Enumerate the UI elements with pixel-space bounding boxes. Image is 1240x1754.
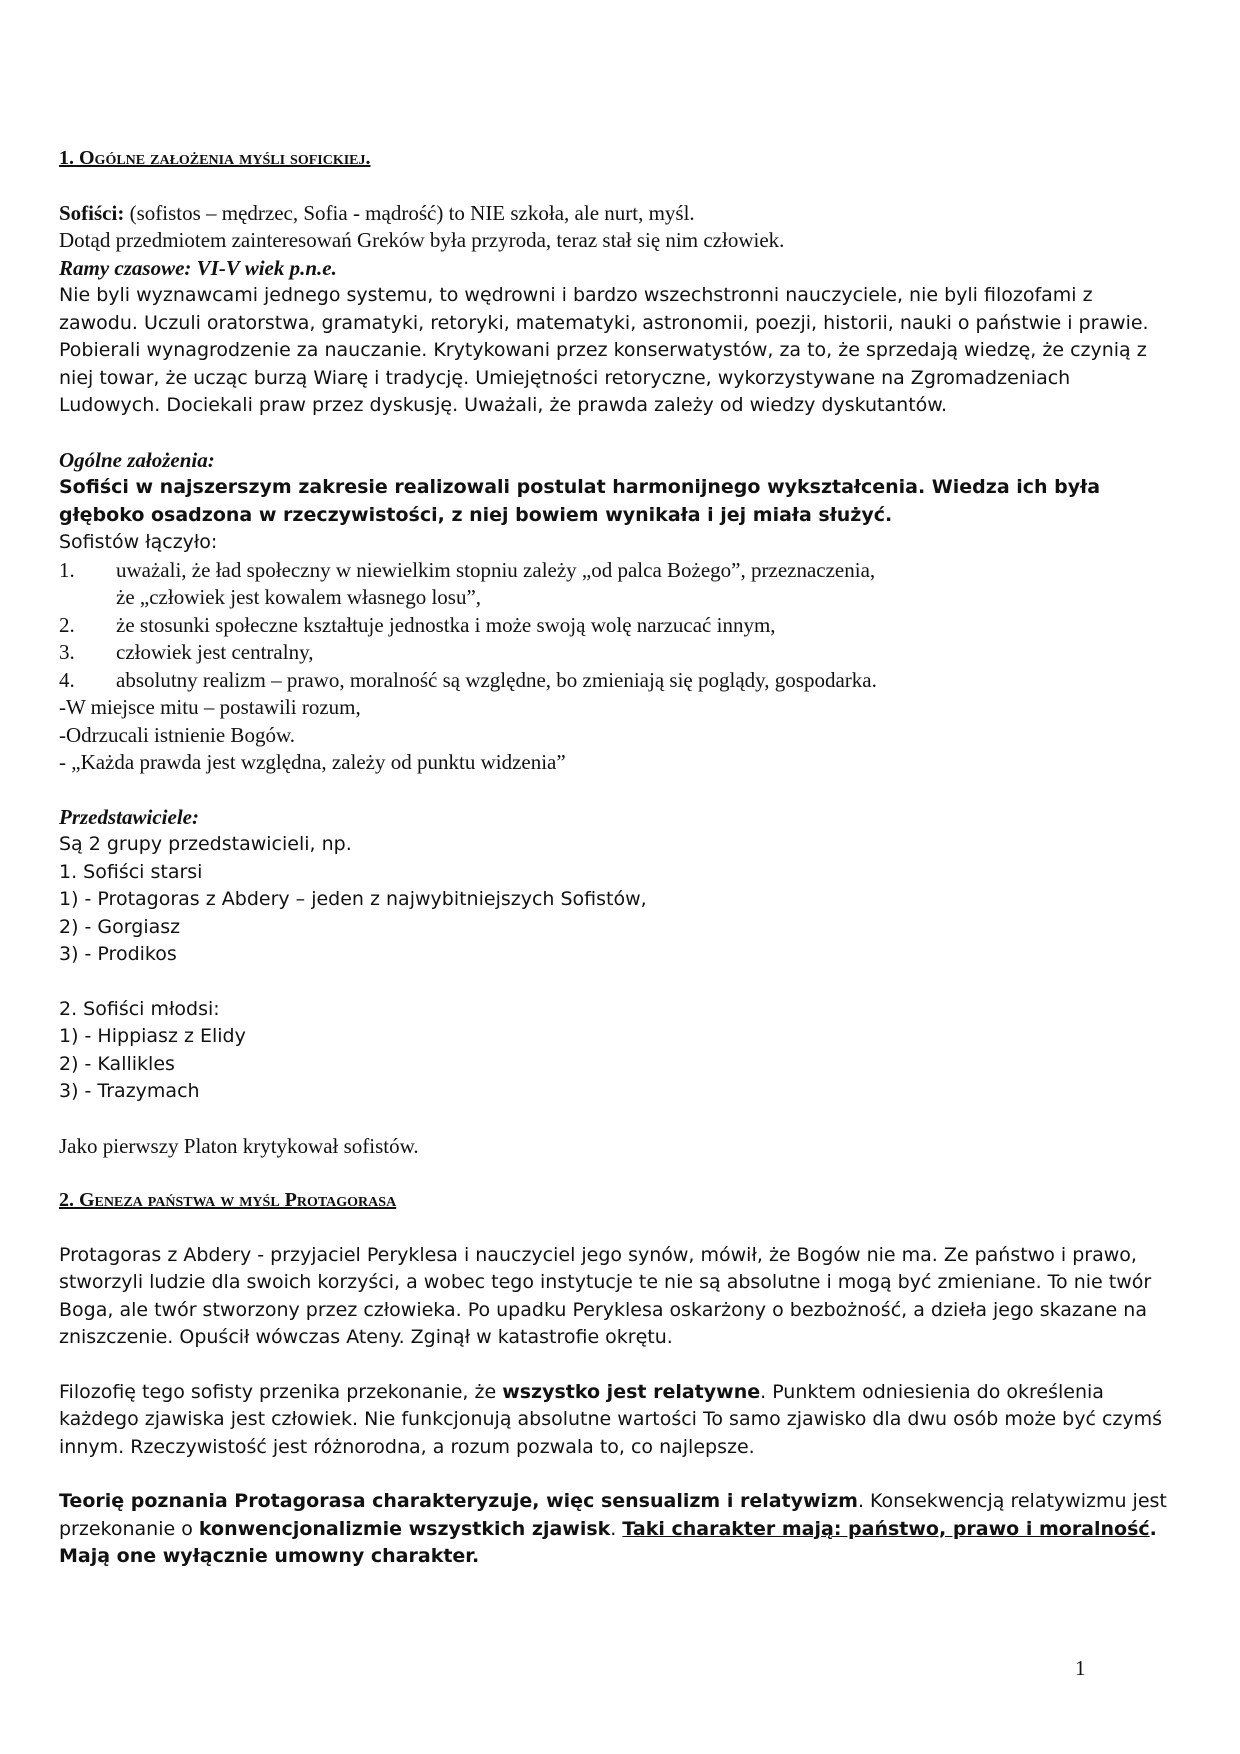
- sophists-description: Nie byli wyznawcami jednego systemu, to wędrowni i bardzo wszechstronni nauczyciele, nie byli filozofami z zawodu. Uczuli oratorstwa, gramatyki, retoryki, matematyki, astronomii, poezji, historii, nauki o państwie i prawie. Pobierali wynagrodzenie za nauczanie. Krytykowani przez konserwatystów, za to, że sprzedają wiedzę, że czynią z niej towar, że ucząc burzą Wiarę i tradycję. Umiejętności retoryczne, wykorzystywane na Zgromadzeniach Ludowych. Dociekali praw przez dyskusję. Uważali, że prawda zależy od wiedzy dyskutantów.: [59, 284, 1149, 416]
- dash-line: - „Każda prawda jest względna, zależy od punktu widzenia”: [59, 750, 566, 774]
- theory-paragraph: Teorię poznania Protagorasa charakteryzuje, więc sensualizm i relatywizm. Konsekwencją relatywizmu jest przekonanie o konwencjonalizmie wszystkich zjawisk. Taki charakter mają: państwo, prawo i moralność. Mają one wyłącznie umowny charakter.: [59, 1490, 1167, 1567]
- sofisci-definition: [59, 200, 1169, 228]
- list-item: 1. uważali, że ład społeczny w niewielkim stopniu zależy „od palca Bożego”, przeznaczenia,: [59, 557, 876, 582]
- list-item: 1) - Protagoras z Abdery – jeden z najwybitniejszych Sofistów,: [59, 888, 647, 910]
- sophists-common-label: Sofistów łączyło:: [59, 531, 218, 553]
- general-assumptions-label: Ogólne założenia:: [59, 447, 215, 472]
- relativism-paragraph: Filozofię tego sofisty przenika przekonanie, że wszystko jest relatywne. Punktem odniesienia do określenia każdego zjawiska jest człowiek. Nie funkcjonują absolutne wartości To samo zjawisko dla dwu osób może być czymś innym. Rzeczywistość jest różnorodna, a rozum pozwala to, co najlepsze.: [59, 1380, 1163, 1458]
- sofisci-label: Sofiści:: [59, 200, 125, 225]
- general-assumptions-bold: Sofiści w najszerszym zakresie realizowali postulat harmonijnego wykształcenia. Wiedza ich była głęboko osadzona w rzeczywistości, z niej bowiem wynikała i jej miała służyć.: [59, 476, 1101, 526]
- list-item: 3) - Prodikos: [59, 943, 177, 965]
- list-item: 4. absolutny realizm – prawo, moralność są względne, bo zmieniają się poglądy, gospodarka.: [59, 667, 877, 692]
- section-2-heading: 2. Geneza państwa w myśl Protagorasa: [59, 1189, 397, 1211]
- groups-intro: Są 2 grupy przedstawicieli, np.: [59, 833, 352, 855]
- section-1-heading: 1. Ogólne założenia myśli sofickiej.: [59, 147, 371, 169]
- list-item: 3. człowiek jest centralny,: [59, 640, 314, 664]
- document-content: [59, 145, 1169, 1571]
- dash-line: -Odrzucali istnienie Bogów.: [59, 722, 295, 747]
- dash-line: -W miejsce mitu – postawili rozum,: [59, 695, 361, 719]
- list-item-continuation: że „człowiek jest kowalem własnego losu”,: [116, 585, 482, 609]
- protagoras-paragraph: Protagoras z Abdery - przyjaciel Peryklesa i nauczyciel jego synów, mówił, że Bogów nie ma. Ze państwo i prawo, stworzyli ludzie dla swoich korzyści, a wobec tego instytucje te nie są absolutne i mogą być zmieniane. To nie twór Boga, ale twór stworzony przez człowieka. Po upadku Peryklesa oskarżony o bezbożność, a dzieła jego skazane na zniszczenie. Opuścił wówczas Ateny. Zginął w katastrofie okrętu.: [59, 1243, 1152, 1348]
- time-frame: Ramy czasowe: VI-V wiek p.n.e.: [59, 255, 337, 280]
- greeks-interest: Dotąd przedmiotem zainteresowań Greków była przyroda, teraz stał się nim człowiek.: [59, 228, 785, 252]
- younger-sophists-label: 2. Sofiści młodsi:: [59, 997, 220, 1020]
- list-item: 2) - Gorgiasz: [59, 915, 181, 938]
- list-item: 1) - Hippiasz z Elidy: [59, 1025, 246, 1047]
- list-item: 2) - Kallikles: [59, 1052, 175, 1075]
- representatives-label: Przedstawiciele:: [59, 804, 199, 829]
- list-item: 3) - Trazymach: [59, 1080, 200, 1102]
- sofisci-text: (sofistos – mędrzec, Sofia - mądrość) to NIE szkoła, ale nurt, myśl.: [124, 200, 695, 225]
- page-number: 1: [1075, 1656, 1086, 1680]
- list-item: 2. że stosunki społeczne kształtuje jednostka i może swoją wolę narzucać innym,: [59, 612, 776, 637]
- older-sophists-label: 1. Sofiści starsi: [59, 860, 203, 883]
- platon-note: Jako pierwszy Platon krytykował sofistów.: [59, 1133, 419, 1158]
